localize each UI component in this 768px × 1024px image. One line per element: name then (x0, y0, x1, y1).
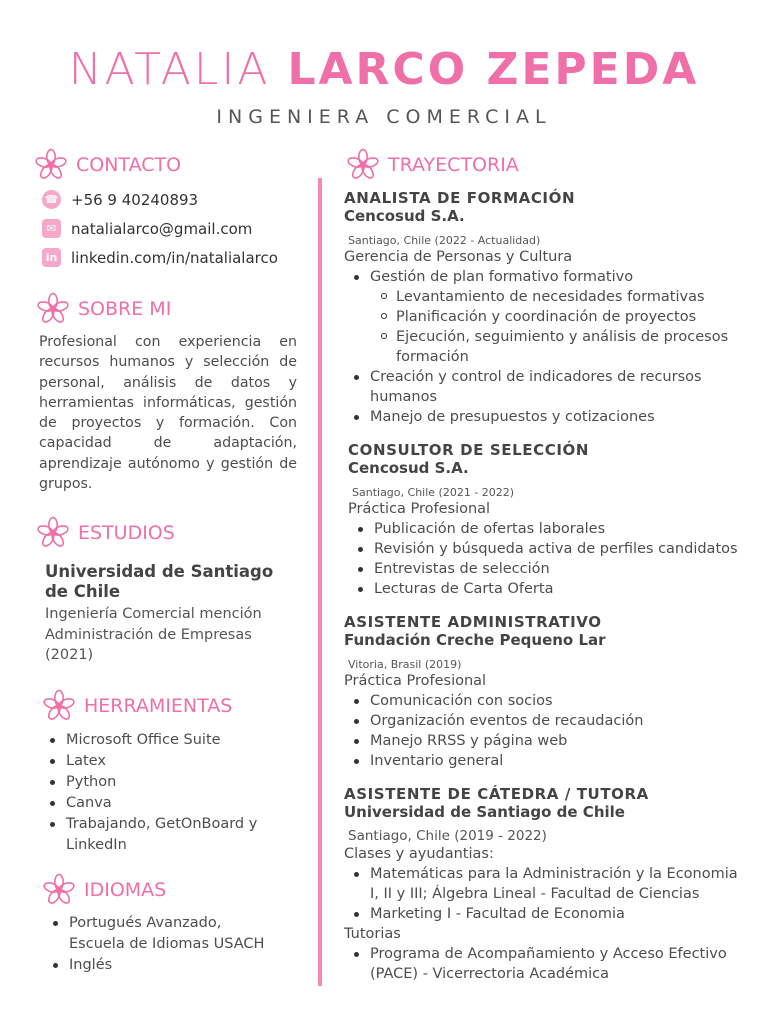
job-role: ASISTENTE DE CÁTEDRA / TUTORA (344, 785, 649, 803)
job-area: Práctica Profesional (348, 501, 491, 517)
flower-icon (42, 873, 76, 907)
list-item: Matemáticas para la Administración y la Economia I, II y III; Álgebra Lineal - Facultad de Ciencias (370, 864, 740, 904)
job-subtasks (370, 287, 744, 367)
mail-icon: ✉ (42, 219, 61, 238)
list-item: Microsoft Office Suite (66, 730, 306, 751)
list-item: Ejecución, seguimiento y análisis de procesos formación (396, 327, 736, 367)
job-org: Cencosud S.A. (344, 207, 465, 225)
about-heading (36, 292, 171, 326)
phone-text[interactable]: +56 9 40240893 (71, 190, 199, 209)
flower-icon (36, 516, 70, 550)
list-item: Portugués Avanzado, Escuela de Idiomas USACH (69, 913, 269, 955)
contact-linkedin (42, 248, 278, 267)
phone-icon: ☎ (42, 190, 61, 209)
list-item: Inglés (69, 955, 309, 976)
flower-icon (346, 148, 380, 182)
about-heading-label: SOBRE MI (78, 298, 172, 320)
languages-list (69, 913, 309, 976)
list-item: Latex (66, 751, 306, 772)
job-place: Santiago, Chile (2021 - 2022) (352, 486, 515, 499)
job-area-secondary: Tutorias (344, 926, 401, 942)
job-area: Clases y ayudantias: (344, 846, 494, 862)
job-entry (344, 613, 744, 771)
list-item: Levantamiento de necesidades formativas (396, 287, 744, 307)
list-item: Manejo de presupuestos y cotizaciones (370, 407, 744, 427)
job-role: ASISTENTE ADMINISTRATIVO (344, 613, 602, 631)
job-entry (348, 441, 748, 599)
name-heading (0, 44, 768, 95)
about-text: Profesional con experiencia en recursos humanos y selección de personal, análisis de datos y herramientas informáticas, gestión de proyectos y formación. Con capacidad de adaptación, aprendizaje autónomo y gestión de grupos. (39, 334, 297, 493)
list-item: Marketing I - Facultad de Economia (370, 904, 744, 924)
tools-heading-label: HERRAMIENTAS (84, 695, 233, 717)
list-item: Revisión y búsqueda activa de perfiles candidatos (374, 539, 748, 559)
job-entry (344, 189, 744, 427)
job-org: Universidad de Santiago de Chile (344, 803, 625, 821)
job-org: Cencosud S.A. (348, 459, 469, 477)
study-institution: Universidad de Santiago de Chile (45, 562, 274, 601)
tools-heading (42, 689, 232, 723)
job-tasks (344, 267, 744, 427)
last-name: LARCO ZEPEDA (287, 44, 700, 95)
list-item: Programa de Acompañamiento y Acceso Efectivo (PACE) - Vicerrectoria Académica (370, 944, 740, 984)
task-text: Gestión de plan formativo formativo (370, 269, 634, 285)
column-divider (318, 178, 322, 986)
languages-heading-label: IDIOMAS (84, 879, 167, 901)
list-item: Planificación y coordinación de proyectos (396, 307, 744, 327)
job-tasks (344, 864, 744, 924)
list-item: Manejo RRSS y página web (370, 731, 744, 751)
job-title: INGENIERA COMERCIAL (216, 106, 552, 128)
languages-heading (42, 873, 166, 907)
list-item: Inventario general (370, 751, 744, 771)
job-area: Gerencia de Personas y Cultura (344, 249, 573, 265)
job-place: Vitoria, Brasil (2019) (348, 658, 462, 671)
flower-icon (42, 689, 76, 723)
job-tasks-secondary (344, 944, 744, 984)
first-name: NATALIA (68, 44, 271, 95)
job-org: Fundación Creche Pequeno Lar (344, 631, 606, 649)
job-place: Santiago, Chile (2022 - Actualidad) (348, 234, 541, 247)
linkedin-link[interactable]: linkedin.com/in/natalialarco (71, 248, 278, 267)
job-role: CONSULTOR DE SELECCIÓN (348, 441, 590, 459)
list-item: Publicación de ofertas laborales (374, 519, 748, 539)
list-item: Trabajando, GetOnBoard y LinkedIn (66, 814, 306, 856)
list-item: Creación y control de indicadores de recursos humanos (370, 367, 720, 407)
job-tasks (344, 691, 744, 771)
job-place: Santiago, Chile (2019 - 2022) (348, 828, 547, 844)
study-degree: Ingeniería Comercial mención Administración de Empresas (2021) (45, 606, 262, 663)
list-item: Canva (66, 793, 306, 814)
contact-email (42, 219, 252, 238)
job-tasks (348, 519, 748, 599)
list-item: Entrevistas de selección (374, 559, 748, 579)
job-area: Práctica Profesional (344, 673, 487, 689)
career-heading-label: TRAYECTORIA (388, 154, 519, 176)
email-link[interactable]: natalialarco@gmail.com (71, 219, 253, 238)
studies-heading (36, 516, 175, 550)
list-item: Lecturas de Carta Oferta (374, 579, 748, 599)
contact-phone (42, 190, 198, 209)
contact-heading (34, 148, 181, 182)
job-role: ANALISTA DE FORMACIÓN (344, 189, 576, 207)
list-item: Python (66, 772, 306, 793)
linkedin-icon: in (42, 248, 61, 267)
career-heading (346, 148, 519, 182)
tools-list (66, 730, 306, 856)
contact-heading-label: CONTACTO (76, 154, 182, 176)
list-item (370, 267, 744, 367)
job-entry (344, 785, 744, 984)
flower-icon (36, 292, 70, 326)
list-item: Comunicación con socios (370, 691, 744, 711)
studies-heading-label: ESTUDIOS (78, 522, 175, 544)
flower-icon (34, 148, 68, 182)
list-item: Organización eventos de recaudación (370, 711, 744, 731)
